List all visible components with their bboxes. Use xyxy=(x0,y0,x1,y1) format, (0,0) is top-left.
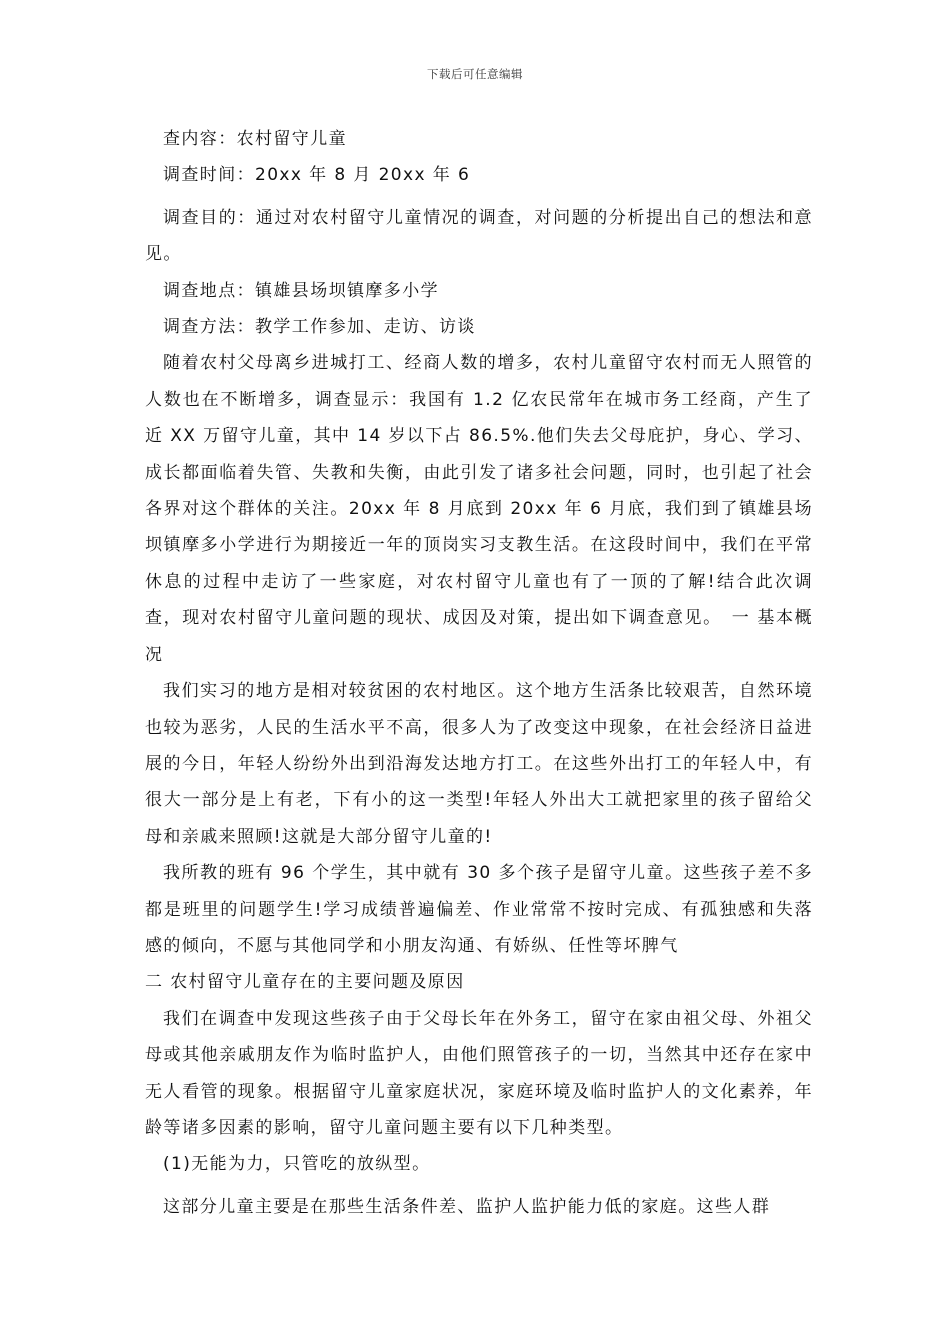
page-header: 下载后可任意编辑 xyxy=(427,67,523,81)
survey-location-line: 调查地点：镇雄县场坝镇摩多小学 xyxy=(163,280,439,301)
survey-purpose-paragraph: 调查目的：通过对农村留守儿童情况的调查，对问题的分析提出自己的想法和意见。 xyxy=(145,207,813,265)
survey-time-line: 调查时间：20xx 年 8 月 20xx 年 6 xyxy=(163,165,471,186)
document-body xyxy=(145,121,813,1225)
survey-method-line: 调查方法：教学工作参加、走访、访谈 xyxy=(163,317,476,338)
survey-content-line: 查内容：农村留守儿童 xyxy=(163,129,347,149)
section-heading-problems: 二 农村留守儿童存在的主要问题及原因 xyxy=(145,972,465,993)
class-situation-paragraph: 我所教的班有 96 个学生，其中就有 30 多个孩子是留守儿童。这些孩子差不多都是班里的问题学生!学习成绩普遍偏差、作业常常不按时完成、有孤独感和失落感的倾向，不愿与其他同学和小朋友沟通、有娇纵、任性等坏脾气 xyxy=(145,863,813,956)
basic-overview-paragraph: 我们实习的地方是相对较贫困的农村地区。这个地方生活条比较艰苦，自然环境也较为恶劣，人民的生活水平不高，很多人为了改变这中现象，在社会经济日益进展的今日，年轻人纷纷外出到沿海发达地方打工。在这些外出打工的年轻人中，有很大一部分是上有老，下有小的这一类型!年轻人外出大工就把家里的孩子留给父母和亲戚来照顾!这就是大部分留守儿童的! xyxy=(145,681,813,847)
type-one-heading: (1)无能为力，只管吃的放纵型。 xyxy=(163,1154,431,1175)
findings-paragraph: 我们在调查中发现这些孩子由于父母长年在外务工，留守在家由祖父母、外祖父母或其他亲戚朋友作为临时监护人，由他们照管孩子的一切，当然其中还存在家中无人看管的现象。根据留守儿童家庭状况，家庭环境及临时监护人的文化素养，年龄等诸多因素的影响，留守儿童问题主要有以下几种类型。 xyxy=(145,1008,813,1138)
background-paragraph: 随着农村父母离乡进城打工、经商人数的增多，农村儿童留守农村而无人照管的人数也在不断增多，调查显示：我国有 1.2 亿农民常年在城市务工经商，产生了近 XX 万留守儿童，其中 14 岁以下占 86.5%.他们失去父母庇护，身心、学习、成长都面临着失管、失教和失衡，由此引发了诸多社会问题，同时，也引起了社会各界对这个群体的关注。20xx 年 8 月底到 20xx 年 6 月底，我们到了镇雄县场坝镇摩多小学进行为期接近一年的顶岗实习支教生活。在这段时间中，我们在平常休息的过程中走访了一些家庭，对农村留守儿童也有了一顶的了解!结合此次调查，现对农村留守儿童问题的现状、成因及对策，提出如下调查意见。 一 基本概况 xyxy=(145,353,813,665)
type-one-paragraph: 这部分儿童主要是在那些生活条件差、监护人监护能力低的家庭。这些人群 xyxy=(163,1196,771,1217)
